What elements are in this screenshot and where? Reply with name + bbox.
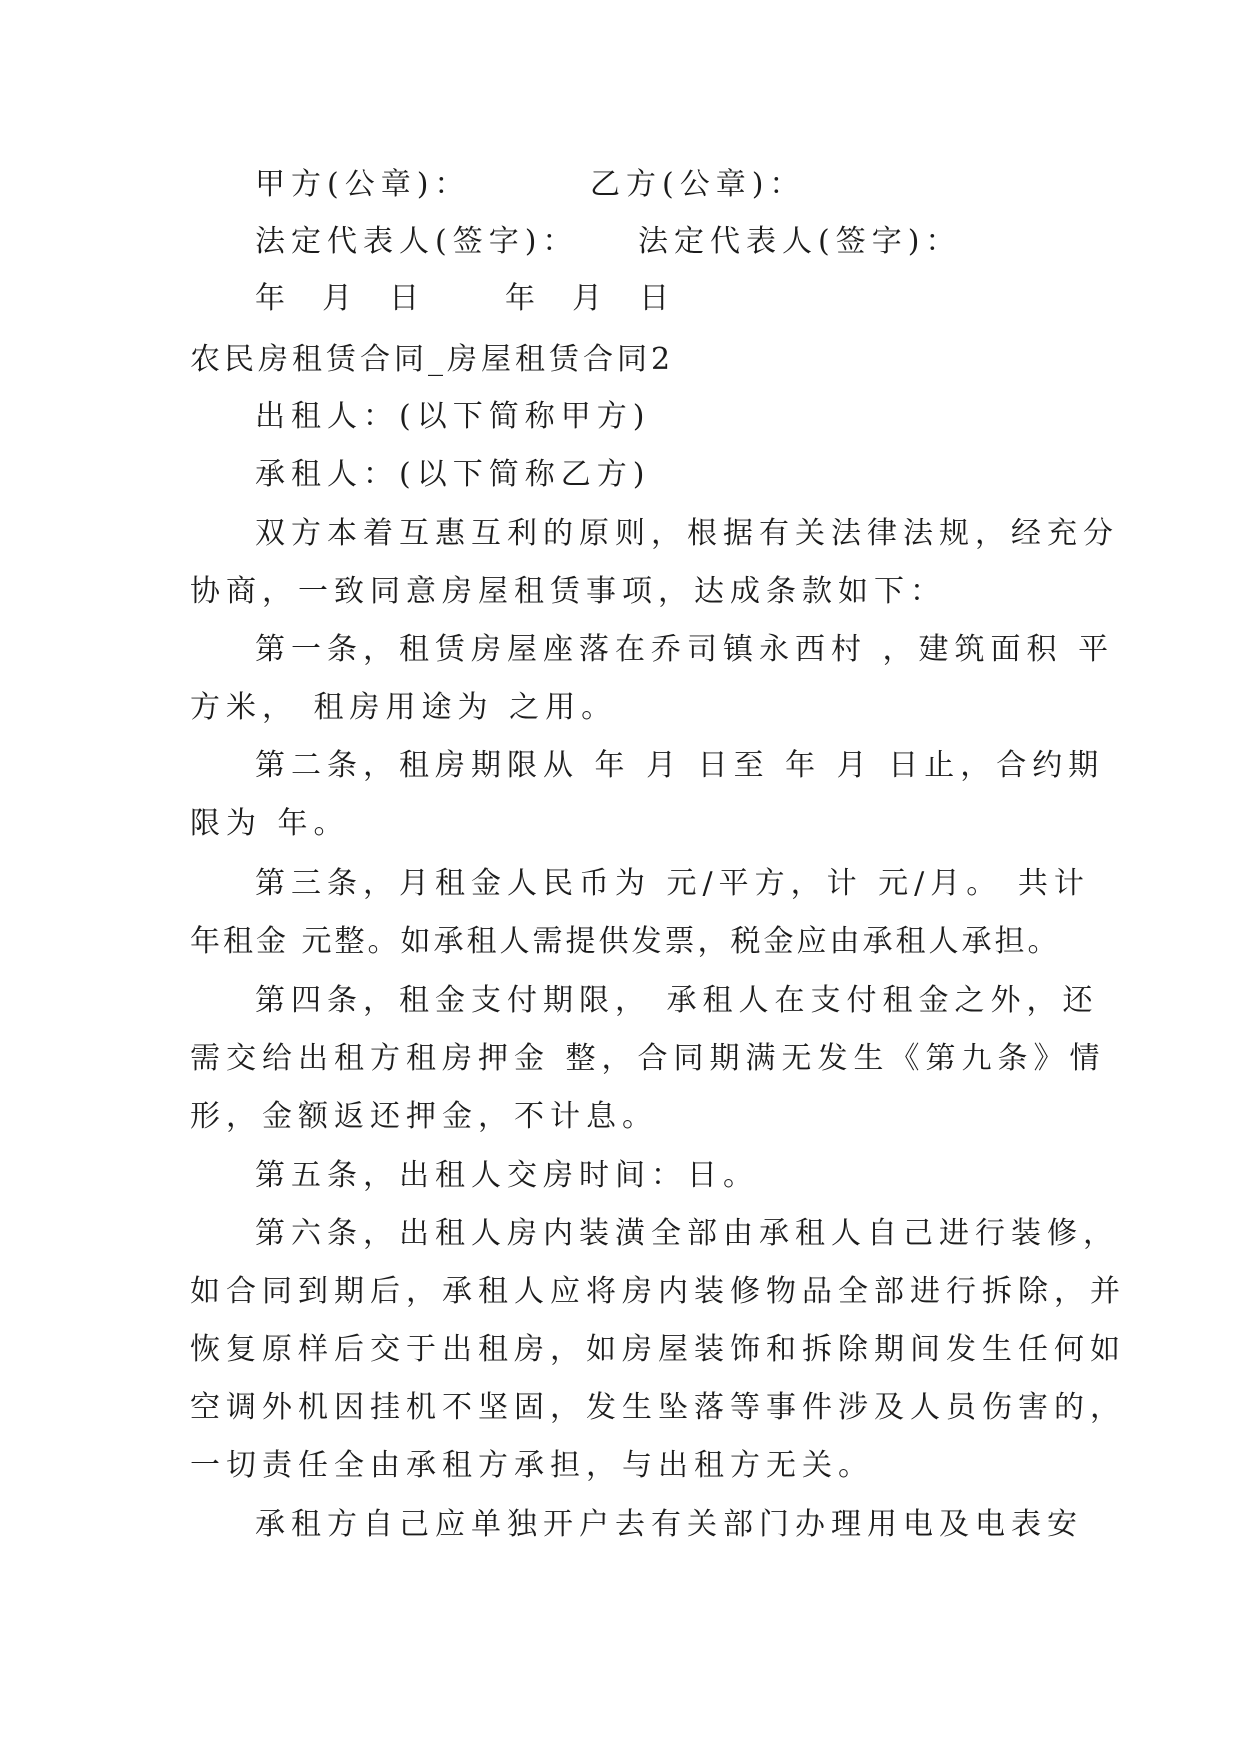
rep-a-signature-label: 法定代表人(签字)： [255,224,579,259]
contract-title: 农民房租赁合同_房屋租赁合同2 [190,342,675,377]
body-line: 双方本着互惠互利的原则，根据有关法律法规，经充分 [255,516,1119,551]
body-line: 恢复原样后交于出租房，如房屋装饰和拆除期间发生任何如 [190,1332,1126,1367]
body-line: 一切责任全由承租方承担，与出租方无关。 [190,1448,874,1483]
body-line: 限为 年。 [190,806,350,841]
rep-b-signature-label: 法定代表人(签字)： [638,224,962,259]
article-5-line: 第五条，出租人交房时间：日。 [255,1158,759,1193]
article-4-line: 第四条，租金支付期限， 承租人在支付租金之外，还 [255,983,1099,1018]
lessor-line: 出租人：(以下简称甲方) [255,399,651,434]
body-line: 协商，一致同意房屋租赁事项，达成条款如下： [190,574,946,609]
body-line: 形，金额返还押金，不计息。 [190,1099,658,1134]
article-6-line: 第六条，出租人房内装潢全部由承租人自己进行装修， [255,1216,1119,1251]
party-a-seal-label: 甲方(公章)： [255,167,471,202]
body-line: 年租金 元整。如承租人需提供发票，税金应由承租人承担。 [190,924,1061,959]
article-3-line: 第三条，月租金人民币为 元/平方，计 元/月。 共计 [255,866,1090,901]
date-a-label: 年 月 日 [255,281,426,316]
body-line: 需交给出租方租房押金 整，合同期满无发生《第九条》情 [190,1041,1106,1076]
body-line: 空调外机因挂机不坚固，发生坠落等事件涉及人员伤害的， [190,1390,1126,1425]
article-2-line: 第二条，租房期限从 年 月 日至 年 月 日止，合约期 [255,748,1105,783]
lessee-line: 承租人：(以下简称乙方) [255,457,651,492]
body-line: 承租方自己应单独开户去有关部门办理用电及电表安 [255,1507,1083,1542]
body-line: 如合同到期后，承租人应将房内装修物品全部进行拆除，并 [190,1274,1126,1309]
date-b-label: 年 月 日 [505,281,676,316]
party-b-seal-label: 乙方(公章)： [590,167,806,202]
body-line: 方米， 租房用途为 之用。 [190,690,618,725]
article-1-line: 第一条，租赁房屋座落在乔司镇永西村 ，建筑面积 平 [255,632,1115,667]
